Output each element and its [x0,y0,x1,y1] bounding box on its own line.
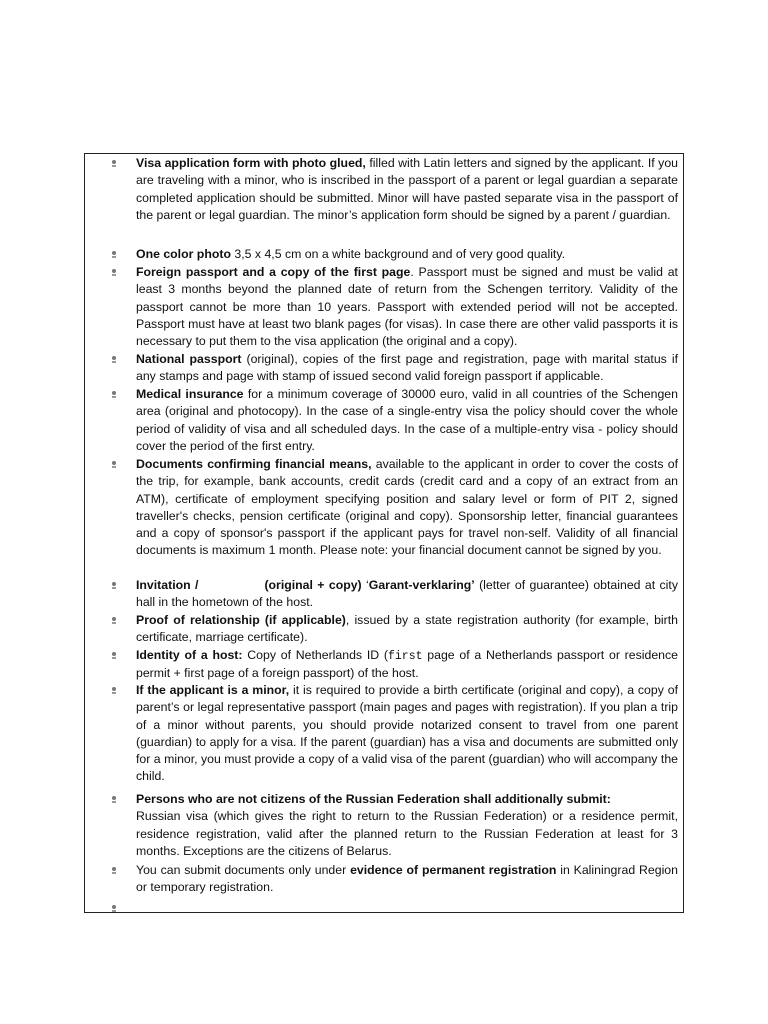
bullet-icon [111,160,117,166]
item-title: Foreign passport and a copy of the first page [136,265,411,279]
list-item-minor [136,682,678,786]
item-title: Documents confirming financial means, [136,457,372,471]
item-title-part: Garant-verklaring’ [368,578,475,592]
item-title: If the applicant is a minor, [136,683,290,697]
item-text: filled with Latin letters and signed by the applicant. If you are traveling with a minor, who is inscribed in the passport of a parent or legal guardian a separate completed application should be submitted. Minor will have pasted separate visa in the passport of the parent or legal guardian. The minor’s application form should be signed by a parent / guardian. [136,156,678,222]
list-item-financial-means [136,456,678,560]
list-item-application-form [136,155,678,224]
item-title: Invitation / [136,578,199,592]
list-item-host-identity [136,647,678,683]
list-item-foreign-passport [136,264,678,350]
item-title: Medical insurance [136,387,244,401]
bullet-icon [111,796,117,802]
list-item-non-citizens [136,791,678,860]
item-text: . Passport must be signed and must be valid at least 3 months beyond the planned date of return from the Schengen territory. Validity of the passport cannot be more than 10 years. Passport with extended period will not be accepted. Passport must have at least two blank pages (for visas). In case there are other valid passports it is necessary to put them to the visa application (the original and a copy). [136,265,678,349]
item-text: (original), copies of the first page and registration, page with marital status if any stamps and page with stamp of issued second valid foreign passport if applicable. [136,352,678,384]
bullet-icon [111,391,117,397]
item-title: Visa application form with photo glued, [136,156,366,170]
item-text-part: You can submit documents only under [136,863,351,877]
bullet-icon [111,905,117,911]
bullet-icon [111,617,117,623]
bullet-icon [111,582,117,588]
list-item-national-passport [136,351,678,386]
item-title: Proof of relationship (if applicable) [136,613,346,627]
item-text: Russian visa (which gives the right to return to the Russian Federation) or a residence permit, residence registration, valid after the planned return to the Russian Federation at least for 3 months. Exceptions are the citizens of Belarus. [136,809,678,858]
bullet-icon [111,269,117,275]
item-title: One color photo [136,247,231,261]
bullet-icon [111,652,117,658]
item-text: it is required to provide a birth certificate (original and copy), a copy of parent’s or legal representative passport (main pages and pages with registration). If you plan a trip of a minor without parents, you should provide notarized consent to travel from one parent (guardian) to apply for a visa. If the parent (guardian) has a visa and documents are submitted only for a minor, you must provide a copy of a valid visa of the parent (guardian) who will accompany the child. [136,683,678,784]
item-text: in Kaliningrad Region or temporary registration. [136,863,678,895]
item-text: (letter of guarantee) obtained at city hall in the hometown of the host. [136,578,678,610]
item-title-part: (original + copy) [264,578,362,592]
item-text-part: first [387,650,423,663]
bullet-icon [111,251,117,257]
item-text: , issued by a state registration authority (for example, birth certificate, marriage certificate). [136,613,678,645]
list-item-registration [136,862,678,897]
list-item-relationship [136,612,678,647]
item-text-part: Copy of Netherlands ID ( [242,648,388,662]
bullet-icon [111,867,117,873]
item-text: page of a Netherlands passport or residence permit + first page of a foreign passport) of the host. [136,648,678,681]
list-item-medical-insurance [136,386,678,455]
item-title: Identity of a host: [136,648,243,662]
item-text: for a minimum coverage of 30000 euro, valid in all countries of the Schengen area (original and photocopy). In the case of a single-entry visa the policy should cover the whole period of validity of visa and all scheduled days. In the case of a multiple-entry visa - policy should cover the period of the first entry. [136,387,678,453]
item-text: 3,5 x 4,5 cm on a white background and of very good quality. [230,247,565,261]
bullet-icon [111,356,117,362]
bullet-icon [111,461,117,467]
list-item-invitation [136,577,678,612]
bullet-icon [111,687,117,693]
item-text: available to the applicant in order to cover the costs of the trip, for example, bank accounts, credit cards (credit card and a copy of an extract from an ATM), certificate of employment specifying position and salary level or form of PIT 2, signed traveller's checks, pension certificate (original and copy). Sponsorship letter, financial guarantees and a copy of sponsor's passport if the applicant pays for travel non-self. Validity of all financial documents is maximum 1 month. Please note: your financial document cannot be signed by you. [136,457,678,558]
list-item-photo [136,246,678,263]
item-title: National passport [136,352,242,366]
item-text-part: ‘ [361,578,369,592]
item-title: Persons who are not citizens of the Russian Federation shall additionally submit: [136,792,611,806]
item-title: evidence of permanent registration [350,863,557,877]
